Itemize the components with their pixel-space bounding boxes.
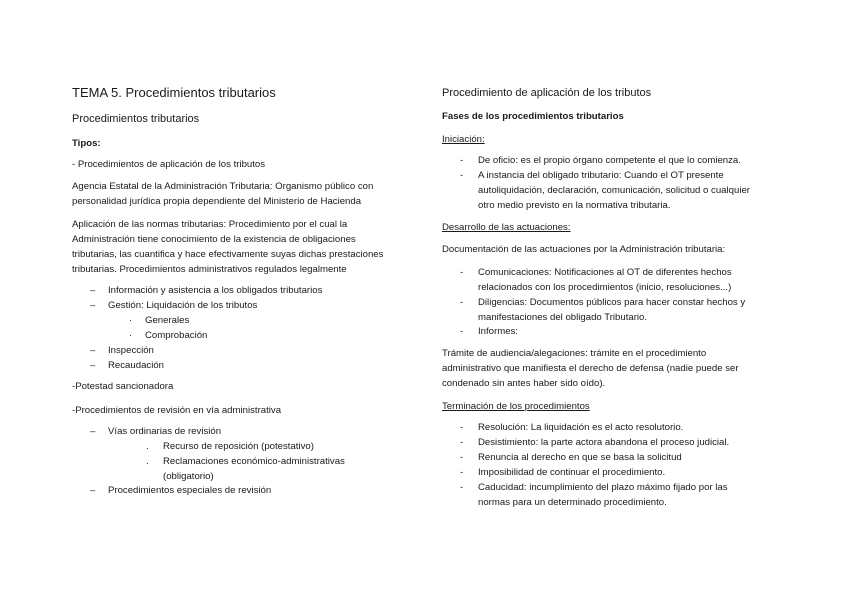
page-title: TEMA 5. Procedimientos tributarios: [72, 85, 276, 100]
list-item-caducidad: Caducidad: incumplimiento del plazo máximo fijado por las: [478, 482, 728, 493]
bullet-dash: –: [90, 426, 96, 437]
aeat-line-1: Agencia Estatal de la Administración Tributaria: Organismo público con: [72, 181, 374, 192]
list-item-recaudacion: Recaudación: [108, 360, 165, 371]
bullet-dash: -: [460, 422, 464, 433]
bullet-dash: -: [460, 170, 464, 181]
bullet-dash: -: [460, 267, 464, 278]
right-title: Procedimiento de aplicación de los tributos: [442, 87, 652, 99]
bullet-dash: -: [460, 452, 464, 463]
bullet-dot: ·: [129, 315, 133, 326]
list-item-oficio: De oficio: es el propio órgano competente el que lo comienza.: [478, 155, 741, 166]
list-item-gestion: Gestión: Liquidación de los tributos: [108, 300, 258, 311]
tramite-line-1: Trámite de audiencia/alegaciones: trámite en el procedimiento: [442, 348, 707, 359]
tramite-line-2: administrativo que manifiesta el derecho de defensa (nadie puede ser: [442, 363, 739, 374]
aeat-line-2: personalidad jurídica propia dependiente del Ministerio de Hacienda: [72, 196, 362, 207]
list-item-renuncia: Renuncia al derecho en que se basa la solicitud: [478, 452, 682, 463]
section-potestad: -Potestad sancionadora: [72, 381, 174, 392]
list-item-instancia-cont2: otro medio previsto en la normativa tributaria.: [478, 200, 671, 211]
list-item-recurso: Recurso de reposición (potestativo): [163, 441, 314, 452]
list-item-instancia: A instancia del obligado tributario: Cuando el OT presente: [478, 170, 724, 181]
list-item-imposibilidad: Imposibilidad de continuar el procedimiento.: [478, 467, 666, 478]
list-item-desistimiento: Desistimiento: la parte actora abandona el proceso judicial.: [478, 437, 730, 448]
list-item-especiales: Procedimientos especiales de revisión: [108, 485, 272, 496]
bullet-dash: -: [460, 297, 464, 308]
list-item-diligencias-cont: manifestaciones del obligado Tributario.: [478, 312, 648, 323]
bullet-dash: –: [90, 485, 96, 496]
tipos-label: Tipos:: [72, 138, 101, 149]
terminacion-heading: Terminación de los procedimientos: [442, 401, 590, 412]
list-item-informacion: Información y asistencia a los obligados tributarios: [108, 285, 323, 296]
section-aplicacion: - Procedimientos de aplicación de los tributos: [72, 159, 266, 170]
desarrollo-heading: Desarrollo de las actuaciones:: [442, 222, 571, 233]
fases-heading: Fases de los procedimientos tributarios: [442, 111, 624, 122]
list-item-instancia-cont: autoliquidación, declaración, comunicación, solicitud o cualquier: [478, 185, 750, 196]
list-item-comunicaciones-cont: relacionados con los procedimientos (inicio, resoluciones...): [478, 282, 732, 293]
list-item-inspeccion: Inspección: [108, 345, 154, 356]
bullet-dot: .: [146, 456, 149, 467]
list-item-informes: Informes:: [478, 326, 518, 337]
list-item-resolucion: Resolución: La liquidación es el acto resolutorio.: [478, 422, 684, 433]
iniciacion-heading: Iniciación:: [442, 134, 485, 145]
list-item-vias: Vías ordinarias de revisión: [108, 426, 222, 437]
tramite-line-3: condenado sin antes haber sido oído).: [442, 378, 606, 389]
bullet-dash: -: [460, 437, 464, 448]
bullet-dash: –: [90, 285, 96, 296]
aplicacion-line-1: Aplicación de las normas tributarias: Procedimiento por el cual la: [72, 219, 348, 230]
list-item-comunicaciones: Comunicaciones: Notificaciones al OT de diferentes hechos: [478, 267, 732, 278]
list-item-diligencias: Diligencias: Documentos públicos para hacer constar hechos y: [478, 297, 746, 308]
bullet-dash: –: [90, 345, 96, 356]
list-item-comprobacion: Comprobación: [145, 330, 208, 341]
bullet-dash: -: [460, 482, 464, 493]
list-item-reclamaciones-cont: (obligatorio): [163, 471, 214, 482]
section-subtitle: Procedimientos tributarios: [72, 113, 200, 125]
bullet-dash: -: [460, 467, 464, 478]
bullet-dot: ·: [129, 330, 133, 341]
list-item-reclamaciones: Reclamaciones económico-administrativas: [163, 456, 345, 467]
list-item-generales: Generales: [145, 315, 190, 326]
bullet-dot: .: [146, 441, 149, 452]
list-item-caducidad-cont: normas para un determinado procedimiento.: [478, 497, 667, 508]
aplicacion-line-4: tributarias. Procedimientos administrativos regulados legalmente: [72, 264, 347, 275]
bullet-dash: –: [90, 300, 96, 311]
documentacion-text: Documentación de las actuaciones por la Administración tributaria:: [442, 244, 726, 255]
section-revision: -Procedimientos de revisión en vía administrativa: [72, 405, 282, 416]
bullet-dash: –: [90, 360, 96, 371]
bullet-dash: -: [460, 155, 464, 166]
aplicacion-line-3: tributarias, las cuantifica y hace efectivamente suyas dichas prestaciones: [72, 249, 384, 260]
bullet-dash: -: [460, 326, 464, 337]
aplicacion-line-2: Administración tiene conocimiento de la existencia de obligaciones: [72, 234, 356, 245]
